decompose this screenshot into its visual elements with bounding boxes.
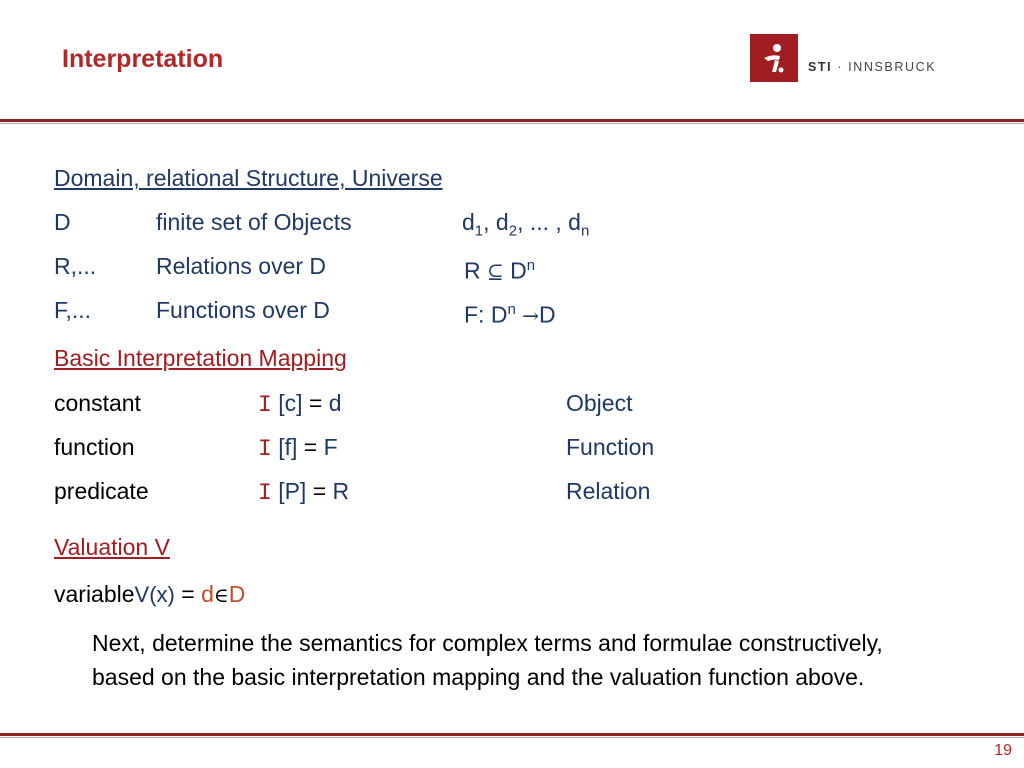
row-relations-desc: Relations over D [156, 253, 327, 279]
mapping-kind-function: function [54, 434, 135, 460]
sti-logo-mark [750, 34, 798, 82]
row-relations-symbol: R,... [54, 253, 97, 279]
section-heading-domain: Domain, relational Structure, Universe [54, 165, 443, 191]
row-domain-symbol: D [54, 209, 71, 235]
element-of-icon: ∈ [213, 583, 229, 607]
row-domain-formula: $d_1$, $d_2$, ... , $d_n$ [462, 209, 590, 240]
section-heading-valuation: Valuation V [54, 534, 170, 560]
subset-eq-icon: ⊆ [487, 259, 504, 284]
mapping-expr-predicate: I [P] = R [258, 478, 350, 506]
row-relations-formula: R ⊆ $D^n$ [464, 257, 536, 284]
page-number: 19 [994, 742, 1012, 759]
mapping-expr-function: I [f] = F [258, 434, 338, 462]
footer-divider-thin [0, 737, 1024, 738]
slide-title: Interpretation [62, 45, 224, 73]
header-divider-thin [0, 123, 1024, 124]
footer-divider [0, 733, 1024, 736]
section-heading-mapping: Basic Interpretation Mapping [54, 345, 347, 371]
arrow-right-icon: → [522, 303, 539, 328]
person-icon [750, 34, 798, 82]
sti-logo-text: STI · INNSBRUCK [808, 60, 937, 74]
row-domain-desc: finite set of Objects [156, 209, 352, 235]
mapping-kind-constant: constant [54, 390, 141, 416]
mapping-kind-predicate: predicate [54, 478, 149, 504]
header-divider [0, 119, 1024, 122]
row-functions-desc: Functions over D [156, 297, 330, 323]
mapping-type-relation: Relation [566, 478, 651, 504]
mapping-expr-constant: I [c] = d [258, 390, 342, 418]
explanation-text: Next, determine the semantics for complex terms and formulae constructively, based on the basic interpretation mapping and the valuation function above. [92, 630, 883, 690]
mapping-type-function: Function [566, 434, 655, 460]
mapping-type-object: Object [566, 390, 633, 416]
row-functions-symbol: F,... [54, 297, 92, 323]
valuation-row: variableV(x) = d∈D [54, 581, 246, 607]
row-functions-formula: F: $D^n \to D$ [464, 301, 556, 328]
